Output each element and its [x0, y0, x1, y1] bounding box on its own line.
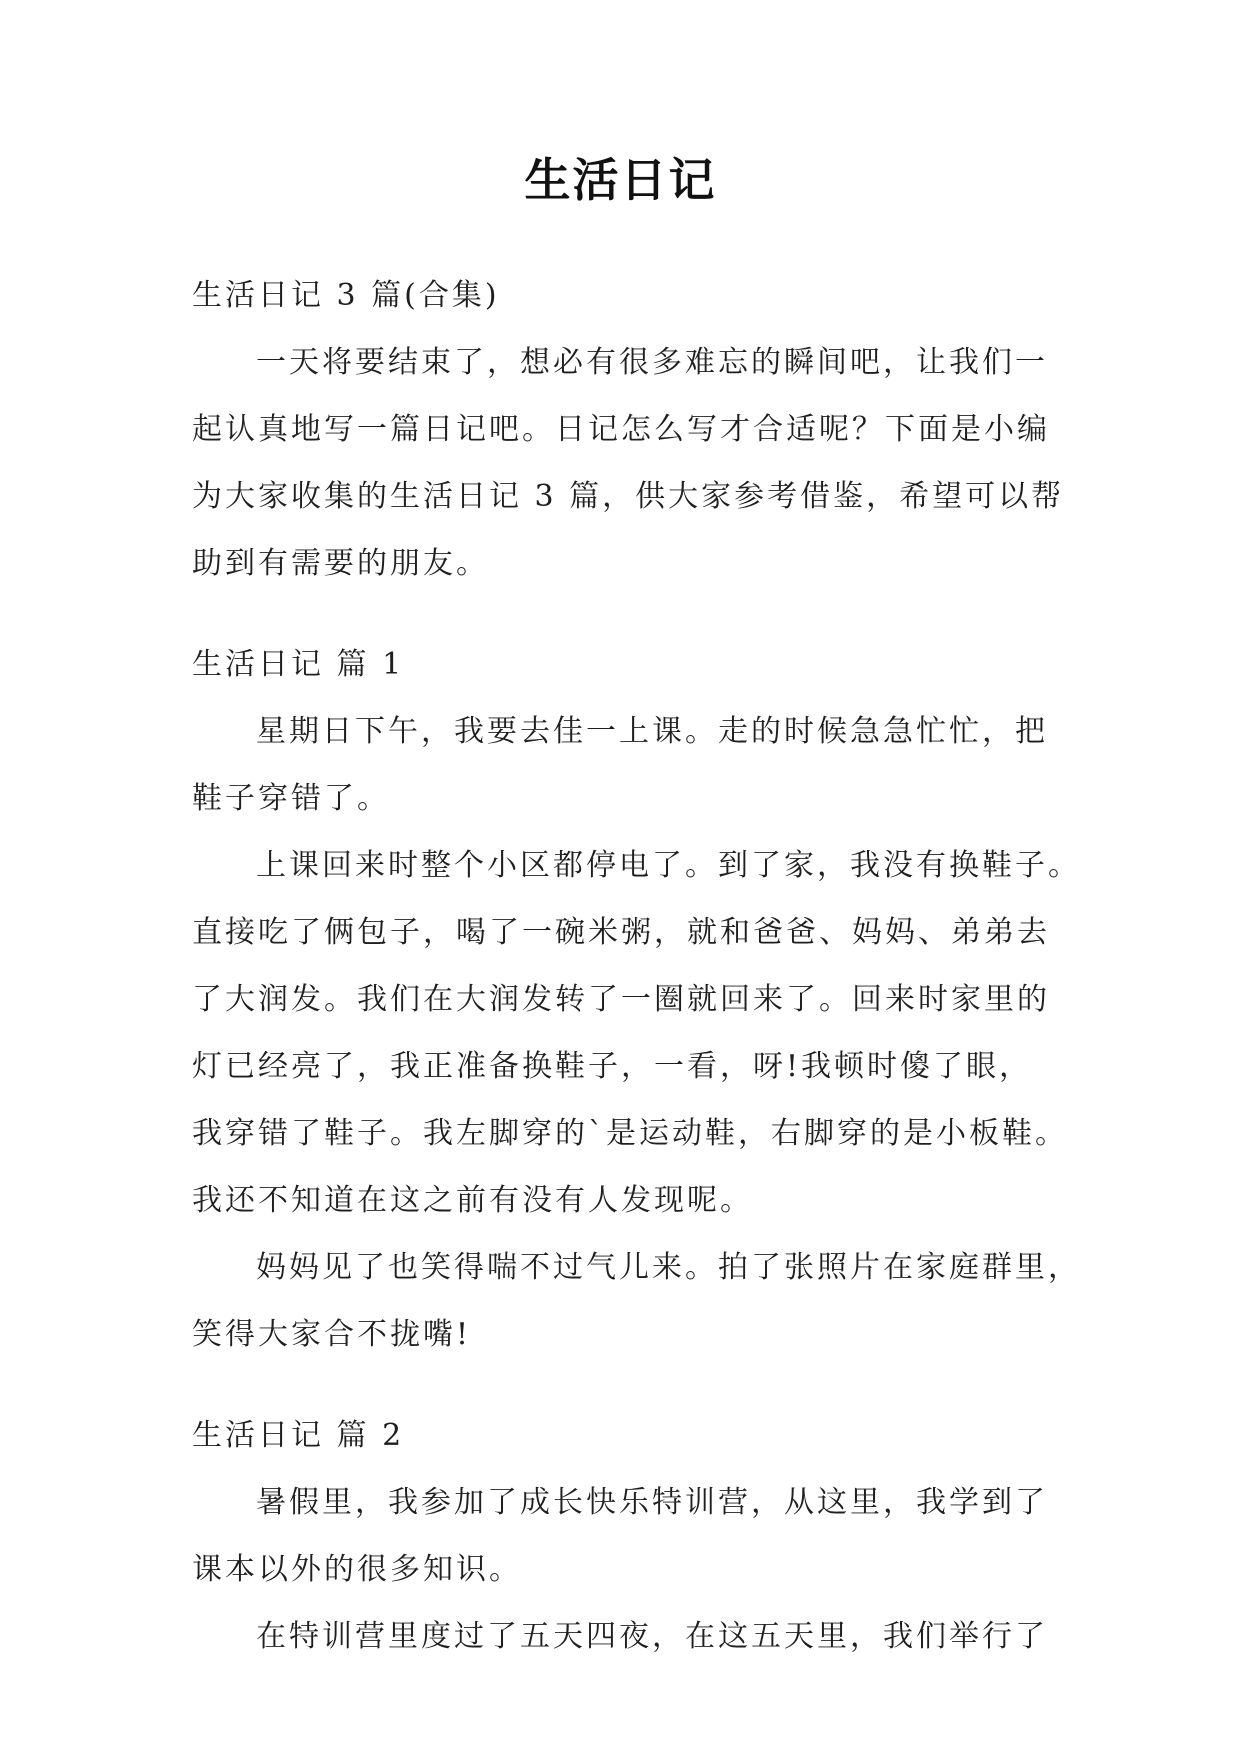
section-heading-2: 生活日记 篇 2 [192, 1418, 405, 1453]
intro-paragraph-line: 一天将要结束了，想必有很多难忘的瞬间吧，让我们一 [256, 345, 1048, 380]
collection-heading: 生活日记 3 篇(合集) [192, 278, 500, 313]
document-title: 生活日记 [524, 153, 717, 207]
paragraph-line: 在特训营里度过了五天四夜，在这五天里，我们举行了 [256, 1619, 1048, 1654]
paragraph-line: 妈妈见了也笑得喘不过气儿来。拍了张照片在家庭群里， [256, 1250, 1081, 1285]
intro-paragraph-line: 助到有需要的朋友。 [192, 546, 489, 581]
paragraph-line: 笑得大家合不拢嘴! [192, 1317, 472, 1352]
section-heading-1: 生活日记 篇 1 [192, 647, 405, 682]
intro-paragraph-line: 为大家收集的生活日记 3 篇，供大家参考借鉴，希望可以帮 [192, 479, 1065, 514]
paragraph-line: 我还不知道在这之前有没有人发现呢。 [192, 1183, 753, 1218]
paragraph-line: 直接吃了俩包子，喝了一碗米粥，就和爸爸、妈妈、弟弟去 [192, 915, 1050, 950]
paragraph-line: 灯已经亮了，我正准备换鞋子，一看，呀!我顿时傻了眼， [192, 1049, 1033, 1084]
intro-paragraph-line: 起认真地写一篇日记吧。日记怎么写才合适呢？下面是小编 [192, 412, 1050, 447]
paragraph-line: 鞋子穿错了。 [192, 781, 390, 816]
paragraph-line: 课本以外的很多知识。 [192, 1552, 522, 1587]
paragraph-line: 我穿错了鞋子。我左脚穿的`是运动鞋，右脚穿的是小板鞋。 [192, 1116, 1068, 1151]
paragraph-line: 暑假里，我参加了成长快乐特训营，从这里，我学到了 [256, 1485, 1048, 1520]
paragraph-line: 上课回来时整个小区都停电了。到了家，我没有换鞋子。 [256, 848, 1081, 883]
paragraph-line: 了大润发。我们在大润发转了一圈就回来了。回来时家里的 [192, 982, 1050, 1017]
paragraph-line: 星期日下午，我要去佳一上课。走的时候急急忙忙，把 [256, 714, 1048, 749]
